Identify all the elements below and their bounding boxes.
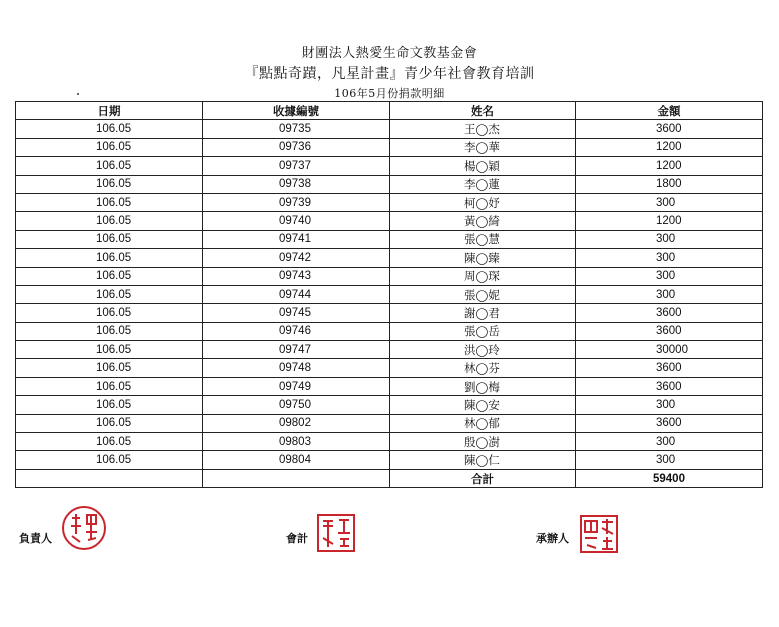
table-row — [16, 285, 763, 303]
receipt-number-cell: 09748 — [203, 359, 390, 377]
handler-seal-stamp — [579, 514, 619, 554]
page-subtitle: 106年5月份捐款明細 — [334, 87, 445, 100]
table-row — [16, 175, 763, 193]
amount-cell: 1800 — [576, 175, 763, 193]
table-row — [16, 120, 763, 138]
donation-table — [15, 101, 763, 488]
table-header-row — [16, 102, 763, 120]
date-cell: 106.05 — [16, 359, 203, 377]
column-header-date: 日期 — [16, 102, 203, 120]
receipt-number-cell: 09747 — [203, 341, 390, 359]
amount-cell: 1200 — [576, 212, 763, 230]
name-cell: 陳◯仁 — [390, 451, 576, 469]
receipt-number-cell: 09804 — [203, 451, 390, 469]
date-cell: 106.05 — [16, 433, 203, 451]
receipt-number-cell: 09743 — [203, 267, 390, 285]
name-cell: 殷◯澍 — [390, 433, 576, 451]
column-header-name: 姓名 — [390, 102, 576, 120]
name-cell: 張◯岳 — [390, 322, 576, 340]
total-label: 合計 — [390, 469, 576, 487]
amount-cell: 3600 — [576, 359, 763, 377]
receipt-number-cell: 09738 — [203, 175, 390, 193]
amount-cell: 300 — [576, 230, 763, 248]
date-cell: 106.05 — [16, 414, 203, 432]
total-empty-cell — [16, 469, 203, 487]
amount-cell: 300 — [576, 433, 763, 451]
name-cell: 林◯郁 — [390, 414, 576, 432]
table-row — [16, 322, 763, 340]
amount-cell: 3600 — [576, 414, 763, 432]
receipt-number-cell: 09802 — [203, 414, 390, 432]
amount-cell: 1200 — [576, 138, 763, 156]
receipt-number-cell: 09740 — [203, 212, 390, 230]
responsible-label: 負責人 — [19, 532, 52, 545]
name-cell: 王◯杰 — [390, 120, 576, 138]
name-cell: 楊◯穎 — [390, 157, 576, 175]
name-cell: 陳◯安 — [390, 396, 576, 414]
date-cell: 106.05 — [16, 157, 203, 175]
name-cell: 陳◯臻 — [390, 249, 576, 267]
table-row — [16, 396, 763, 414]
ink-dot — [77, 93, 79, 95]
date-cell: 106.05 — [16, 304, 203, 322]
receipt-number-cell: 09741 — [203, 230, 390, 248]
date-cell: 106.05 — [16, 451, 203, 469]
date-cell: 106.05 — [16, 193, 203, 211]
table-row — [16, 359, 763, 377]
receipt-number-cell: 09735 — [203, 120, 390, 138]
name-cell: 李◯蓮 — [390, 175, 576, 193]
receipt-number-cell: 09744 — [203, 285, 390, 303]
responsible-seal-stamp — [60, 504, 108, 552]
name-cell: 張◯慧 — [390, 230, 576, 248]
name-cell: 柯◯妤 — [390, 193, 576, 211]
amount-cell: 300 — [576, 249, 763, 267]
receipt-number-cell: 09736 — [203, 138, 390, 156]
table-row — [16, 267, 763, 285]
name-cell: 周◯琛 — [390, 267, 576, 285]
total-row — [16, 469, 763, 487]
table-row — [16, 157, 763, 175]
table-row — [16, 377, 763, 395]
receipt-number-cell: 09739 — [203, 193, 390, 211]
accounting-seal-stamp — [316, 513, 356, 553]
amount-cell: 300 — [576, 451, 763, 469]
name-cell: 謝◯君 — [390, 304, 576, 322]
total-empty-cell — [203, 469, 390, 487]
receipt-number-cell: 09803 — [203, 433, 390, 451]
table-row — [16, 341, 763, 359]
date-cell: 106.05 — [16, 285, 203, 303]
table-row — [16, 212, 763, 230]
amount-cell: 3600 — [576, 322, 763, 340]
column-header-receipt: 收據編號 — [203, 102, 390, 120]
date-cell: 106.05 — [16, 396, 203, 414]
amount-cell: 3600 — [576, 377, 763, 395]
amount-cell: 30000 — [576, 341, 763, 359]
table-row — [16, 451, 763, 469]
table-row — [16, 230, 763, 248]
name-cell: 張◯妮 — [390, 285, 576, 303]
page-title-org: 財團法人熱愛生命文教基金會 — [301, 46, 478, 61]
name-cell: 黃◯綺 — [390, 212, 576, 230]
table-row — [16, 249, 763, 267]
date-cell: 106.05 — [16, 267, 203, 285]
name-cell: 劉◯梅 — [390, 377, 576, 395]
column-header-amount: 金額 — [576, 102, 763, 120]
receipt-number-cell: 09750 — [203, 396, 390, 414]
date-cell: 106.05 — [16, 230, 203, 248]
receipt-number-cell: 09749 — [203, 377, 390, 395]
date-cell: 106.05 — [16, 322, 203, 340]
table-row — [16, 138, 763, 156]
amount-cell: 300 — [576, 267, 763, 285]
amount-cell: 3600 — [576, 120, 763, 138]
date-cell: 106.05 — [16, 249, 203, 267]
amount-cell: 300 — [576, 193, 763, 211]
date-cell: 106.05 — [16, 138, 203, 156]
handler-label: 承辦人 — [536, 532, 569, 545]
date-cell: 106.05 — [16, 120, 203, 138]
name-cell: 林◯芬 — [390, 359, 576, 377]
table-row — [16, 433, 763, 451]
table-row — [16, 193, 763, 211]
date-cell: 106.05 — [16, 175, 203, 193]
date-cell: 106.05 — [16, 377, 203, 395]
receipt-number-cell: 09737 — [203, 157, 390, 175]
amount-cell: 1200 — [576, 157, 763, 175]
date-cell: 106.05 — [16, 212, 203, 230]
name-cell: 李◯華 — [390, 138, 576, 156]
total-amount: 59400 — [576, 469, 763, 487]
table-row — [16, 304, 763, 322]
receipt-number-cell: 09745 — [203, 304, 390, 322]
amount-cell: 3600 — [576, 304, 763, 322]
receipt-number-cell: 09742 — [203, 249, 390, 267]
name-cell: 洪◯玲 — [390, 341, 576, 359]
page-title-program: 『點點奇蹟，凡星計畫』青少年社會教育培訓 — [244, 66, 535, 82]
amount-cell: 300 — [576, 396, 763, 414]
amount-cell: 300 — [576, 285, 763, 303]
table-row — [16, 414, 763, 432]
receipt-number-cell: 09746 — [203, 322, 390, 340]
accounting-label: 會計 — [286, 532, 308, 545]
date-cell: 106.05 — [16, 341, 203, 359]
